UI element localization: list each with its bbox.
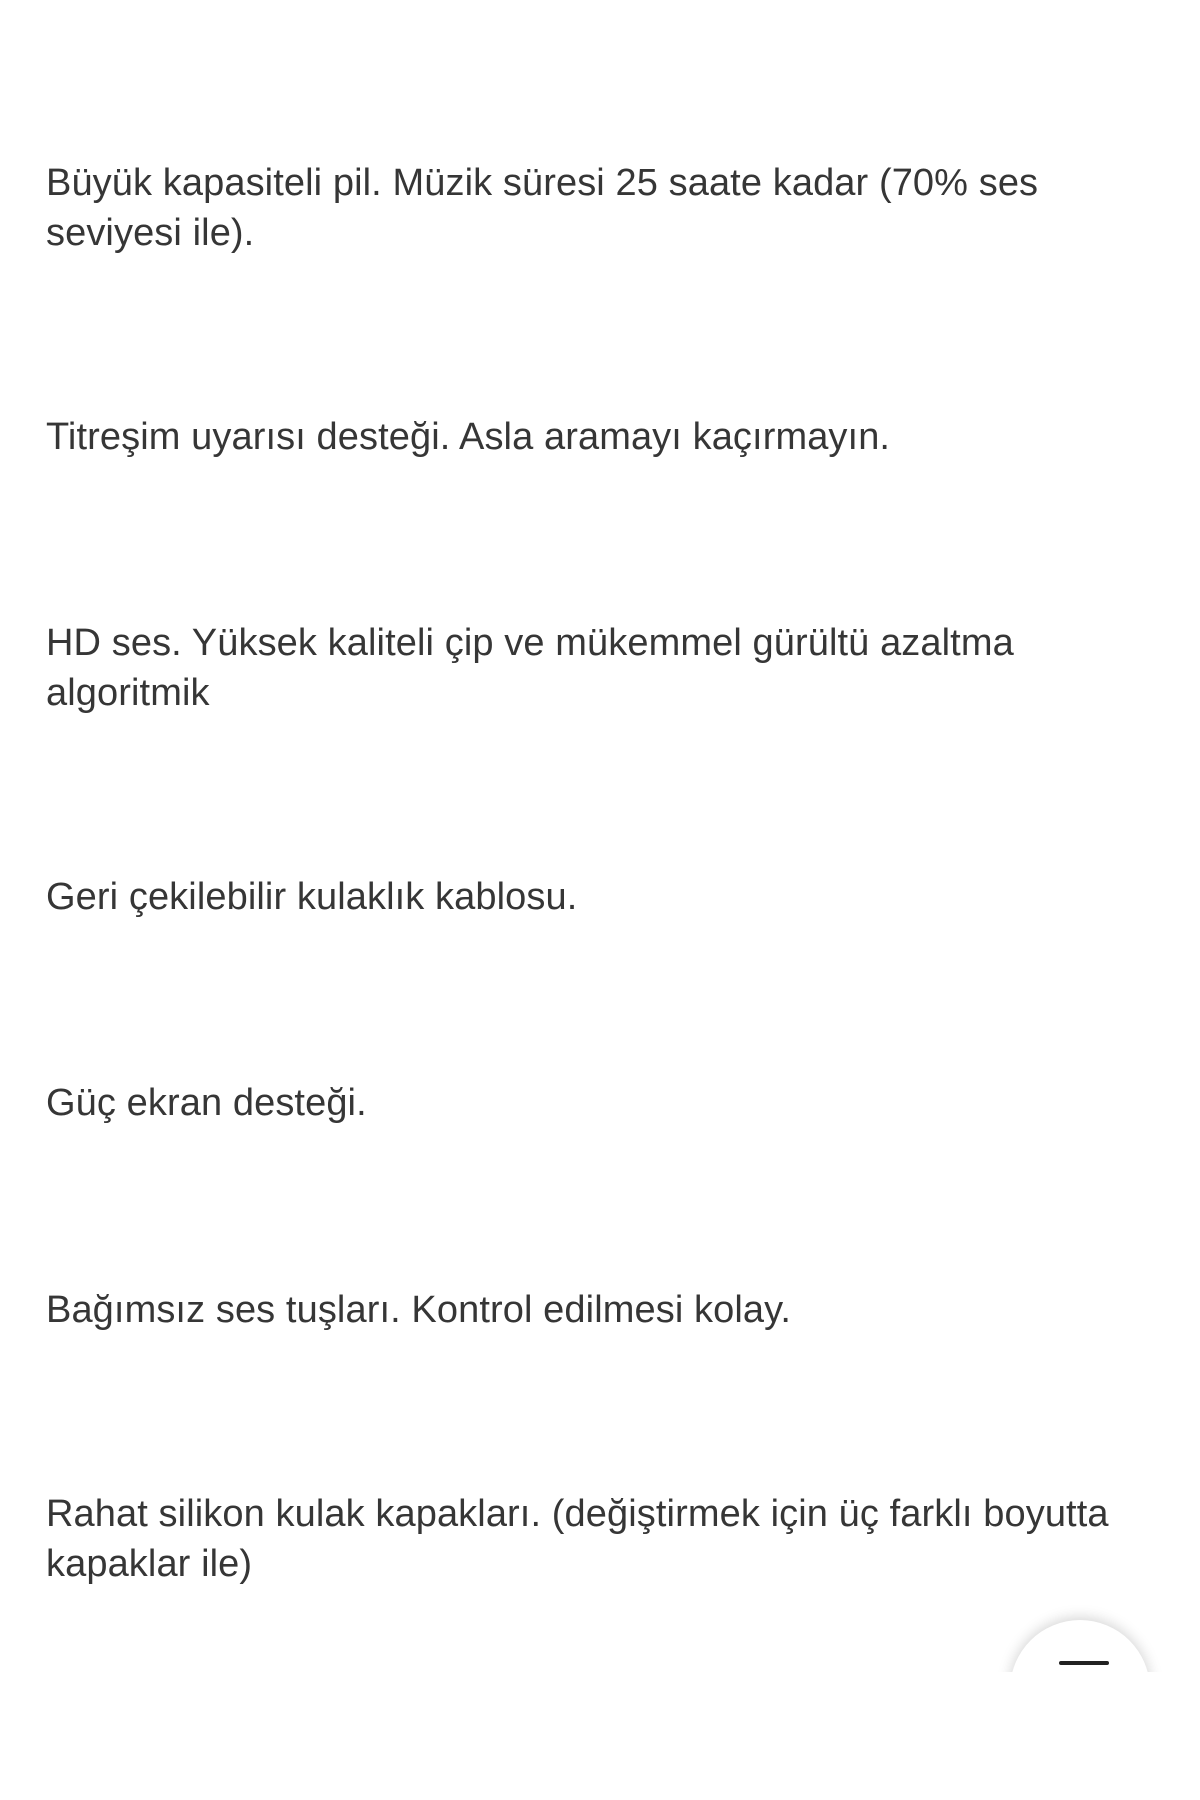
floating-menu-button[interactable] — [1010, 1620, 1150, 1672]
feature-retractable-cable: Geri çekilebilir kulaklık kablosu. — [46, 876, 578, 918]
feature-ear-caps: Rahat silikon kulak kapakları. (değiştirmek için üç farklı boyutta kapaklar ile) — [46, 1493, 1109, 1585]
floating-button-container — [980, 1600, 1200, 1672]
feature-vibration-alert: Titreşim uyarısı desteği. Asla aramayı kaçırmayın. — [46, 416, 891, 458]
menu-icon — [1059, 1661, 1109, 1665]
feature-hd-sound: HD ses. Yüksek kaliteli çip ve mükemmel gürültü azaltma algoritmik — [46, 622, 1014, 714]
feature-power-display: Güç ekran desteği. — [46, 1082, 367, 1124]
feature-battery: Büyük kapasiteli pil. Müzik süresi 25 saate kadar (70% ses seviyesi ile). — [46, 162, 1039, 254]
feature-volume-keys: Bağımsız ses tuşları. Kontrol edilmesi kolay. — [46, 1289, 792, 1331]
